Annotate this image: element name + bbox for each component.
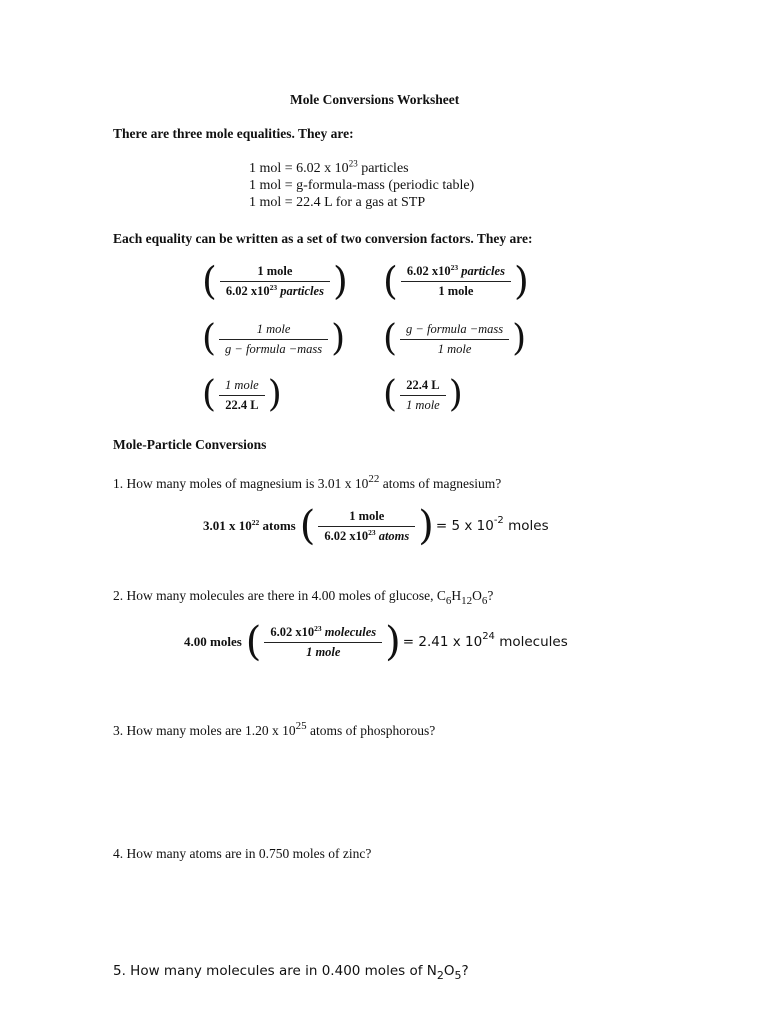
conversion-factor-liters-per-mole: ( $\frac{22.4 L}{\text{1 mole}}$ ) [383, 374, 463, 415]
equality-1: 1 mol = 6.02 x $10^{23}$ particles [249, 158, 409, 176]
question-5: 5. How many molecules are in 0.400 moles of $N_2O_5$? [113, 963, 469, 982]
conversion-factor-mole-per-particles: ( $\frac{\text{1 mole}}{6.02 x10^{23} particles}$ ) [202, 259, 348, 303]
conversion-factor-particles-per-mole: ( $\frac{6.02 x10^{23} particles}{\text{1 mole}}$ ) [383, 259, 529, 303]
answer-1-result: = 5 x $10^{-2}$ moles [435, 515, 549, 534]
conversion-factor-mole-per-formula-mass: ( $\frac{\text{1 mole}}{\text{g − formula −mass}}$ ) [202, 318, 346, 359]
equality-2: 1 mol = g-formula-mass (periodic table) [249, 178, 475, 193]
conversion-factor-mole-per-liters: ( $\frac{\text{1 mole}}{22.4 L}$ ) [202, 374, 282, 415]
factors-intro: Each equality can be written as a set of two conversion factors. They are: [113, 231, 533, 246]
section-heading: Mole-Particle Conversions [113, 437, 267, 452]
conversion-factor-formula-mass-per-mole: ( $\frac{\text{g − formula −mass}}{\text{1 mole}}$ ) [383, 318, 527, 359]
answer-1-work: 3.01 x $10^{22}$ atoms ( $\frac{\text{1 mole}}{6.02 x10^{23} atoms}$ ) = 5 x $10^{-2}$ moles [203, 503, 549, 549]
answer-2-work: 4.00 moles ( $\frac{6.02 x10^{23} molecules}{\text{1 mole}}$ ) = 2.41 x $10^{24}$ molecules [184, 619, 568, 665]
question-3: 3. How many moles are 1.20 x $10^{25}$ atoms of phosphorous? [113, 720, 436, 738]
question-1: 1. How many moles of magnesium is 3.01 x $10^{22}$ atoms of magnesium? [113, 473, 502, 491]
question-4: 4. How many atoms are in 0.750 moles of zinc? [113, 846, 372, 861]
equality-3: 1 mol = 22.4 L for a gas at STP [249, 195, 426, 210]
page-title: Mole Conversions Worksheet [290, 92, 460, 107]
question-2: 2. How many molecules are there in 4.00 moles of glucose, $C_6H_{12}O_6$? [113, 588, 494, 607]
answer-2-result: = 2.41 x $10^{24}$ molecules [402, 631, 568, 650]
equalities-intro: There are three mole equalities. They are: [113, 126, 354, 141]
